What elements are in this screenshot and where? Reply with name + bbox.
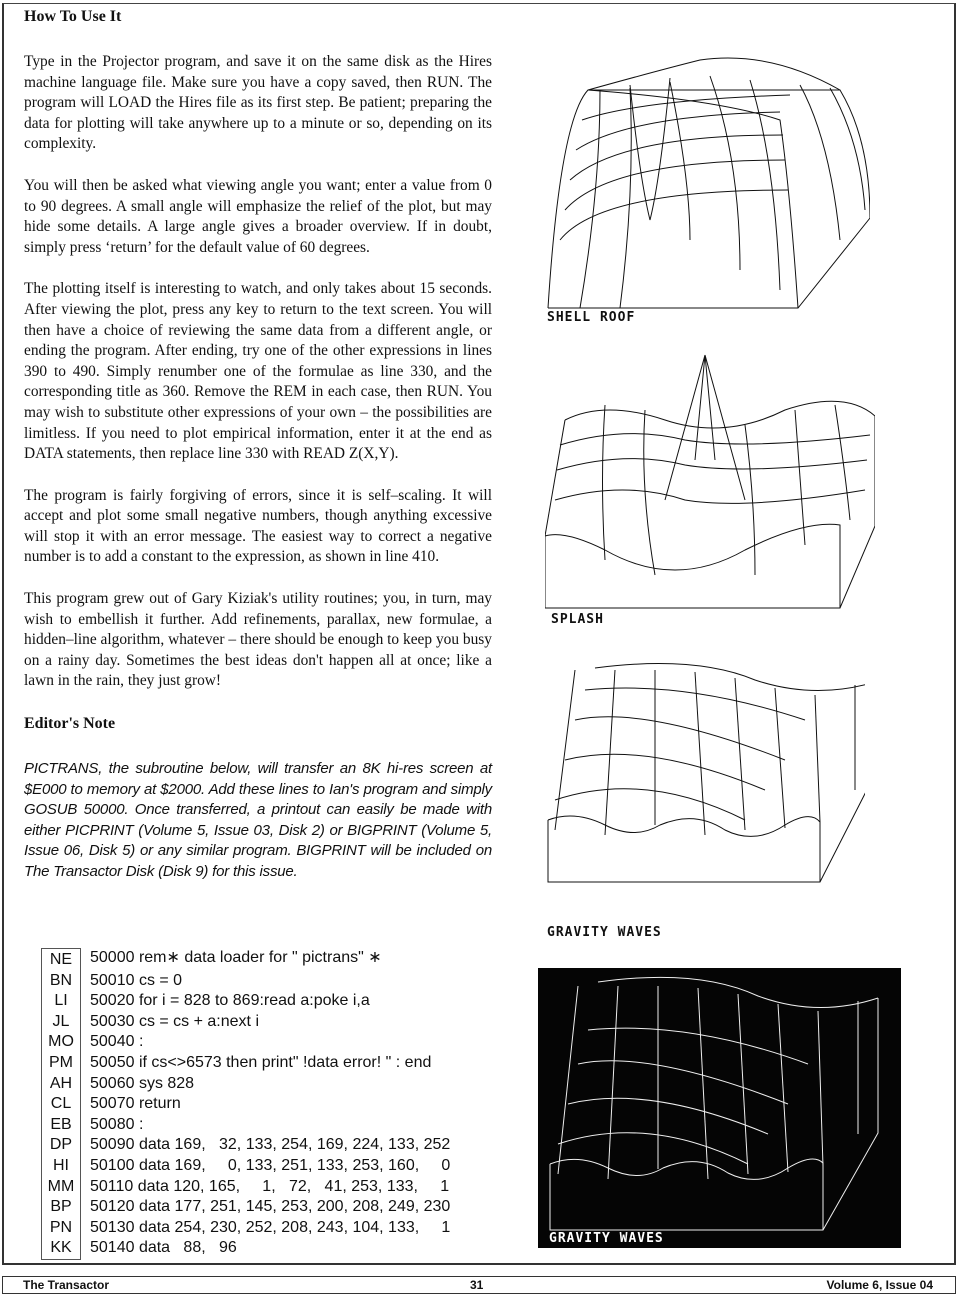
code-line: 50120 data 177, 251, 145, 253, 200, 208, 249, 230 [90, 1198, 451, 1216]
checksum: PM [41, 1053, 81, 1074]
figure-gravity-waves-inverted [538, 968, 901, 1248]
wireframe-gravity-waves-inverted-icon [538, 968, 901, 1248]
code-line: 50100 data 169, 0, 133, 251, 133, 253, 160, 0 [90, 1156, 451, 1174]
checksum: BN [41, 971, 81, 992]
wireframe-shell-roof-icon [540, 40, 870, 320]
code-line: 50020 for i = 828 to 869:read a:poke i,a [90, 992, 370, 1010]
checksum: MO [41, 1032, 81, 1053]
listing-line [41, 1135, 450, 1156]
code-line: 50070 return [90, 1095, 181, 1113]
paragraph: The plotting itself is interesting to watch, and only takes about 15 seconds. After viewing the plot, press any key to return to the text screen. You will then have a choice of reviewing the same data from a different angle, or ending the program. After ending, try one of the other expressions in lines 390 to 490. Simply renumber one of the formulae as line 330, and the corresponding title as 360. Remove the REM in each case, then RUN. You may wish to substitute other expressions of your own – the possibilities are limitless. If you need to plot empirical information, enter it at the end as DATA statements, then replace line 330 with READ Z(X,Y). [24, 280, 492, 463]
listing-line [41, 1197, 450, 1218]
wireframe-splash-icon [545, 350, 875, 610]
magazine-name: The Transactor [23, 1278, 110, 1292]
code-line: 50050 if cs<>6573 then print" !data error! " : end [90, 1053, 432, 1071]
page-number: 31 [470, 1278, 484, 1292]
wireframe-gravity-waves-icon [545, 660, 865, 890]
checksum: NE [41, 948, 81, 971]
paragraph: The program is fairly forgiving of errors, since it is self–scaling. It will accept and plot some small negative numbers, though anything excessive will stop it with an error message. The easiest way to correct a negative number is to add a constant to the expression, as shown in line 410. [24, 486, 492, 566]
checksum: LI [41, 991, 81, 1012]
checksum: DP [41, 1135, 81, 1156]
listing-line [41, 1094, 450, 1115]
checksum: JL [41, 1012, 81, 1033]
figure-caption: SHELL ROOF [547, 310, 636, 325]
checksum: EB [41, 1115, 81, 1136]
listing-line [41, 1012, 450, 1033]
code-line: 50140 data 88, 96 [90, 1239, 237, 1257]
checksum: MM [41, 1177, 81, 1198]
figure-gravity-waves [545, 660, 865, 890]
listing-line [41, 1032, 450, 1053]
checksum: BP [41, 1197, 81, 1218]
code-line: 50080 : [90, 1115, 144, 1133]
listing-line [41, 1115, 450, 1136]
paragraph: You will then be asked what viewing angle you want; enter a value from 0 to 90 degrees. A small angle will emphasize the relief of the plot, but may hide some details. A large angle gives a broader overview. If in doubt, simply press ‘return’ for the default value of 60 degrees. [24, 176, 492, 256]
paragraph: This program grew out of Gary Kiziak's utility routines; you, in turn, may wish to embellish it further. Add refinements, parallax, new formulae, a hidden–line algorithm, whatever – there should be enough to keep you busy on a rainy day. Sometimes the best ideas don't happen all at once; like a lawn in the rain, they just grow! [24, 590, 492, 690]
figure-splash [545, 350, 875, 610]
checksum: HI [41, 1156, 81, 1177]
listing-line [41, 971, 450, 992]
listing-line [41, 1156, 450, 1177]
section-heading: How To Use It [24, 8, 122, 25]
checksum: AH [41, 1074, 81, 1095]
code-line: 50090 data 169, 32, 133, 254, 169, 224, 133, 252 [90, 1136, 451, 1154]
code-line: 50000 rem∗ data loader for " pictrans" ∗ [90, 949, 382, 966]
article-column [24, 6, 492, 904]
code-line: 50040 : [90, 1033, 144, 1051]
page-footer [2, 1276, 956, 1294]
program-listing [41, 948, 450, 1260]
listing-line [41, 1238, 450, 1260]
issue-label: Volume 6, Issue 04 [826, 1278, 933, 1292]
code-line: 50060 sys 828 [90, 1074, 195, 1092]
code-line: 50130 data 254, 230, 252, 208, 243, 104, 133, 1 [90, 1218, 451, 1236]
code-line: 50110 data 120, 165, 1, 72, 41, 253, 133, 1 [90, 1177, 450, 1195]
paragraph: Type in the Projector program, and save it on the same disk as the Hires machine language file. Make sure you have a copy saved, then RUN. The program will LOAD the Hires file as its first step. Be patient; preparing the data for plotting will take anywhere up to a minute or so, depending on its complexity. [24, 53, 492, 153]
listing-line [41, 1053, 450, 1074]
checksum: PN [41, 1218, 81, 1239]
figure-shell-roof [540, 40, 870, 320]
code-line: 50030 cs = cs + a:next i [90, 1012, 259, 1030]
figure-caption: SPLASH [551, 612, 604, 627]
figure-caption: GRAVITY WAVES [547, 925, 662, 940]
listing-line [41, 1218, 450, 1239]
figure-caption: GRAVITY WAVES [549, 1231, 664, 1246]
editors-note-heading: Editor's Note [24, 715, 116, 733]
listing-line [41, 991, 450, 1012]
checksum: KK [41, 1238, 81, 1260]
listing-line [41, 1074, 450, 1095]
listing-line [41, 948, 450, 971]
checksum: CL [41, 1094, 81, 1115]
editors-note: PICTRANS, the subroutine below, will transfer an 8K hi-res screen at $E000 to memory at $2000. Add these lines to Ian's program and simply GOSUB 50000. Once transferred, a printout can easily be made with either PICPRINT (Volume 5, Issue 03, Disk 2) or BIGPRINT (Volume 5, Issue 06, Disk 5) or any similar program. BIGPRINT will be included on The Transactor Disk (Disk 9) for this issue. [24, 760, 492, 880]
code-line: 50010 cs = 0 [90, 971, 183, 989]
listing-line [41, 1177, 450, 1198]
